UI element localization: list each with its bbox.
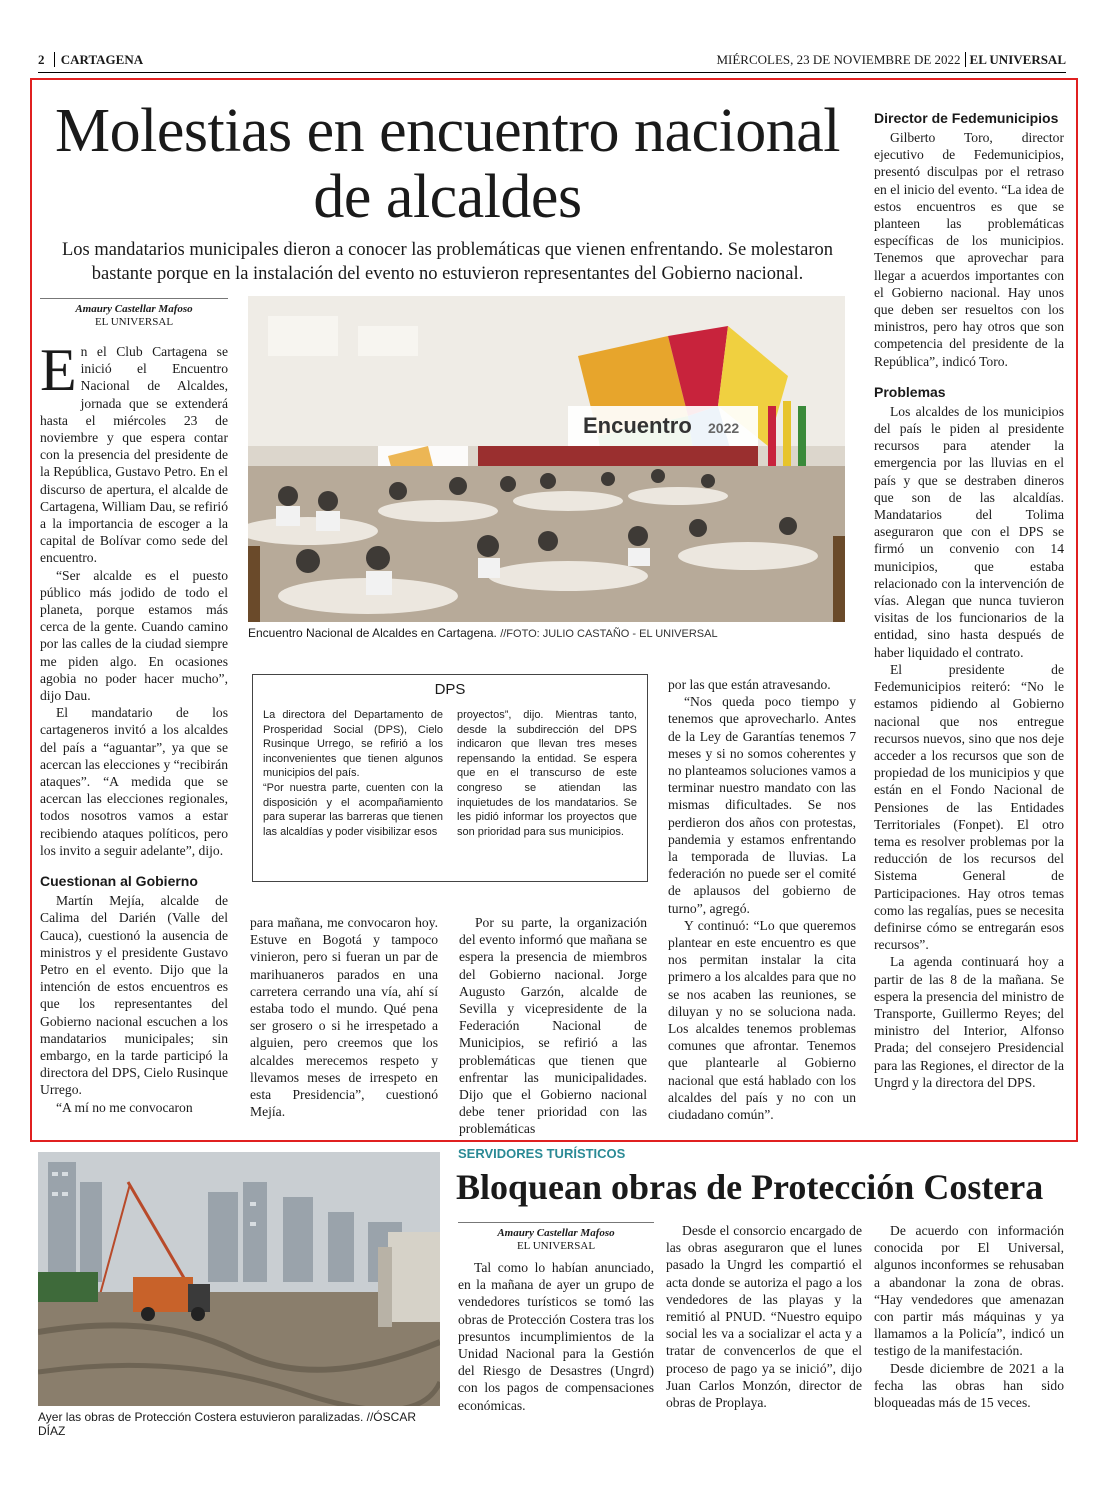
byline-author: Amaury Castellar Mafoso [497, 1227, 615, 1239]
subhead-director: Director de Fedemunicipios [874, 110, 1059, 126]
paragraph: Gilberto Toro, director ejecutivo de Fedemunicipios, presentó disculpas por el retraso en el inicio del evento. “La idea de estos encuentros es que se planteen las problemáticas específicas de los municipios. Tenemos que aprovechar para llegar a acuerdos importantes con el Gobierno nacional. Hay unos que deben ser resueltos con los ministros, pero hay otros que son competencia del presidente de la República”, indicó Toro. [874, 130, 1064, 369]
dps-sidebar-box [252, 674, 648, 882]
dps-column-left [263, 708, 443, 839]
construction-photo-caption [38, 1410, 440, 1438]
construction-photo [38, 1152, 440, 1406]
paragraph: proyectos”, dijo. Mientras tanto, desde la subdirección del DPS indicaron que llevan tres meses repensando la entidad. Se espera que en el transcurso de este congreso se atiendan las inquietudes de los mandatarios. Se les pidió informar los proyectos que son prioridad para sus municipios. [457, 709, 637, 838]
second-column-3 [874, 1222, 1064, 1411]
dps-title: DPS [434, 681, 466, 698]
paragraph: Desde diciembre de 2021 a la fecha las obras han sido bloqueadas más de 15 veces. [874, 1360, 1064, 1411]
article-column-4 [668, 676, 856, 1123]
page-number: 2 [38, 52, 45, 67]
event-photo [248, 296, 845, 622]
caption-credit: //ÓSCAR DÍAZ [38, 1410, 416, 1438]
paragraph: La agenda continuará hoy a partir de las 8 de la mañana. Se espera la presencia del ministro de Transporte, Guillermo Reyes; del ministro del Interior, Alfonso Prada; del consejero Presidencial para las Regiones, el director de la Ungrd y la directora del DPS. [874, 954, 1064, 1090]
paragraph: El presidente de Fedemunicipios reiteró: “No le estamos pidiendo al Gobierno nacional que nos entregue recursos nuevos, sino que nos deje acceder a los recursos que son de propiedad de los municipios y que están en el Fondo Nacional de Pensiones de las Entidades Territoriales (Fonpet). El otro tema es resolver problemas por la reducción de los recursos del Sistema General de Participaciones. Hay otros temas como las regalías, pues se necesita definirse cómo se entregarán esos recursos”. [874, 661, 1064, 953]
banner-year: 2022 [708, 420, 740, 436]
byline-author: Amaury Castellar Mafoso [75, 303, 193, 315]
paragraph: El mandatario de los cartageneros invitó a los alcaldes del país a “aguantar”, ya que se acercan las elecciones y “recibirán ataques”. “A medida que se acercan las elecciones regionales, todos nosotros vamos a estar recibiendo ataques políticos, pero los invito a seguir adelante”, dijo. [40, 705, 228, 858]
section-name: CARTAGENA [54, 52, 143, 67]
main-deck: Los mandatarios municipales dieron a conocer las problemáticas que vienen enfrentando. Se molestaron bastante porque en la instalación del evento no estuvieron representantes del Gobierno nacional. [61, 240, 834, 284]
paragraph: “A mí no me convocaron [56, 1099, 193, 1115]
paragraph: Tal como lo habían anunciado, en la mañana de ayer un grupo de vendedores turísticos se tomó las obras de Protección Costera tras los presuntos incumplimientos de la Unidad Nacional para la Gestión del Riesgo de Desastres (Ungrd) con los pagos de compensaciones económicas. [458, 1260, 654, 1413]
paragraph: “Por nuestra parte, cuenten con la disposición y el acompañamiento para superar las barreras que tienen las alcaldías y poder visibilizar esos [263, 781, 443, 838]
page-folio [38, 52, 1066, 72]
caption-text: Encuentro Nacional de Alcaldes en Cartagena. [248, 626, 497, 640]
byline [458, 1222, 654, 1253]
second-kicker: SERVIDORES TURÍSTICOS [458, 1146, 626, 1161]
paragraph: por las que están atravesando. [668, 677, 831, 692]
article-column-1 [40, 298, 228, 1116]
subhead-problemas: Problemas [874, 383, 946, 400]
second-column-2 [666, 1222, 862, 1411]
caption-credit: //FOTO: JULIO CASTAÑO - EL UNIVERSAL [500, 628, 718, 640]
event-photo-illustration [248, 296, 845, 622]
second-column-1 [458, 1222, 654, 1414]
paragraph: Desde el consorcio encargado de las obras aseguraron que el lunes pasado la Ungrd les compartió el acta donde se autoriza el pago a los vendedores de las playas y la remitió al PNUD. “Nuestro equipo social les va a socializar el acta y a tratar de convencerlos de que el proceso de pago ya se inició”, dijo Juan Carlos Monzón, director de obras de Proplaya. [666, 1223, 862, 1411]
paragraph: “Ser alcalde es el puesto público más jodido de todo el planeta, porque estamos más cerca de la gente. Cuando camino por las calles de la ciudad siempre me piden algo. En ocasiones agobia no poder hacer mucho”, dijo Dau. [40, 567, 228, 704]
dps-column-right [457, 708, 637, 839]
paragraph: n el Club Cartagena se inició el Encuentro Nacional de Alcaldes, jornada que se extenderá hasta el miércoles 23 de noviembre y que espera contar con la presencia del presidente de la República, Gustavo Petro. En el discurso de apertura, el alcalde de Cartagena, William Dau, se refirió a la importancia de escoger a la capital de Bolívar como sede del encuentro. [40, 344, 228, 566]
dps-columns [263, 708, 637, 839]
folio-rule [38, 72, 1066, 73]
caption-text: Ayer las obras de Protección Costera estuvieron paralizadas. [38, 1410, 364, 1424]
photo-caption [248, 626, 845, 640]
subhead-gobierno: Cuestionan al Gobierno [40, 873, 198, 890]
paper-name: EL UNIVERSAL [965, 52, 1066, 67]
second-headline: Bloquean obras de Protección Costera [456, 1167, 1044, 1207]
paragraph: De acuerdo con información conocida por El Universal, algunos inconformes se rehusaban a abandonar la zona de obras. “Hay vendedores que amenazan con partir más máquinas y ya llamamos a la Policía”, indicó un testigo de la manifestación. [874, 1223, 1064, 1359]
article-column-3 [459, 914, 647, 1138]
paragraph: Y continuó: “Lo que queremos plantear en este encuentro es que nos permitan instalar la cita primero a los alcaldes para que no se nos acaben las reuniones, se diluyan y no se soluciona nada. Los alcaldes tenemos problemas comunes que afrontar. Tenemos que plantearle al Gobierno nacional que está hablado con los alcaldes del país y no con un ciudadano común”. [668, 917, 856, 1123]
folio-right [716, 52, 1066, 68]
paragraph: para mañana, me convocaron hoy. Estuve en Bogotá y tampoco vinieron, pero si fueran un par de marihuaneros parados en una carretera cerrando una vía, ahí sí estaba todo el mundo. Qué pena ser grosero o si he irrespetado a alguien, pero creemos que los alcaldes merecemos respeto y llevamos meses de irrespeto en esta Presidencia”, cuestionó Mejía. [250, 915, 438, 1120]
issue-date: MIÉRCOLES, 23 DE NOVIEMBRE DE 2022 [716, 52, 961, 67]
byline-outlet: EL UNIVERSAL [94, 316, 174, 328]
paragraph: Por su parte, la organización del evento informó que mañana se espera la presencia de miembros del Gobierno nacional. Jorge Augusto Garzón, alcalde de Sevilla y vicepresidente de la Federación Nacional de Municipios, se refirió a las problemáticas que tienen que enfrentar las municipalidades. Dijo que el Gobierno nacional debe tener prioridad con las problemáticas [459, 915, 647, 1137]
paragraph: Martín Mejía, alcalde de Calima del Darién (Valle del Cauca), cuestionó la ausencia de ministros y el presidente Gustavo Petro en el evento. Dijo que la intención de estos encuentros es que los representantes del Gobierno nacional escuchen a los mandatarios municipales; sin embargo, en la tarde participó la directora del DPS, Cielo Rusinque Urrego. [40, 893, 228, 1098]
byline-outlet: EL UNIVERSAL [516, 1240, 596, 1252]
construction-photo-illustration [38, 1152, 440, 1406]
article-column-2 [250, 914, 438, 1120]
drop-cap: E [40, 337, 77, 403]
column-1-body [40, 337, 228, 1116]
paragraph: La directora del Departamento de Prosperidad Social (DPS), Cielo Rusinque Urrego, se refirió a los inconvenientes que tienen algunos municipios del país. [263, 709, 443, 780]
paragraph: “Nos queda poco tiempo y tenemos que aprovecharlo. Antes de la Ley de Garantías tenemos 7 meses y si no somos coherentes y no planteamos soluciones vamos a terminar nuestro mandato con las mismas dificultades. Se nos perdieron dos años con protestas, pandemia y estamos enfrentando la temporada de lluvias. La federación no puede ser el comité de aplausos del gobierno de turno”, agregó. [668, 694, 857, 916]
byline [40, 298, 228, 329]
article-column-5 [874, 110, 1064, 1091]
main-headline: Molestias en encuentro nacional de alcaldes [54, 97, 841, 231]
banner-word: Encuentro [583, 413, 692, 438]
paragraph: Los alcaldes de los municipios del país le piden al presidente recursos para atender la emergencia por las lluvias en el país y que se destraben dineros que son de las alcaldías. Mandatarios del Tolima aseguraron que con el DPS se firmó un convenio con 14 municipios, que estaba relacionado con la intervención de vías. Alegan que nunca tuvieron visitas de los funcionarios de la entidad, sino hasta después de haber liquidado el contrato. [874, 403, 1064, 660]
